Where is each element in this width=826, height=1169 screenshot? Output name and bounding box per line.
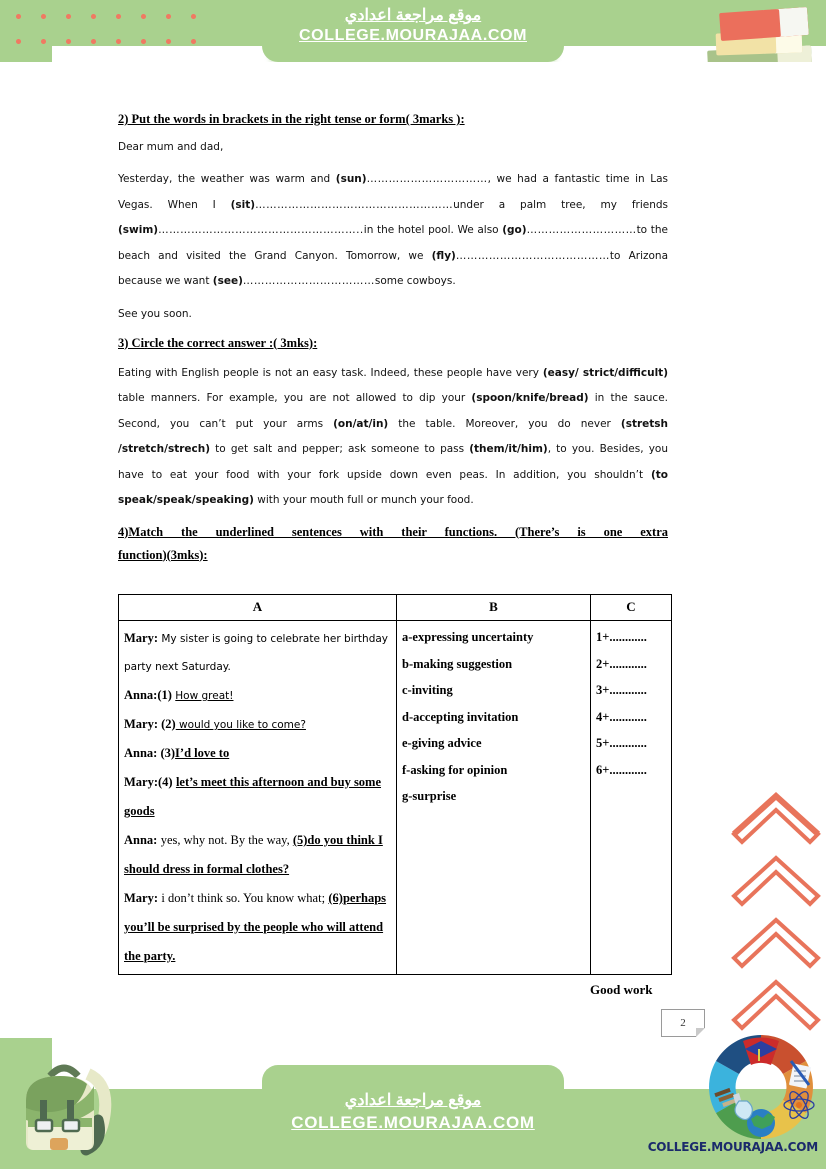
list-item: 1+............	[596, 630, 647, 644]
table-header-row	[119, 595, 672, 621]
header-branding	[262, 6, 564, 46]
list-item: b-making suggestion	[402, 656, 513, 671]
education-donut-logo	[702, 1028, 820, 1146]
footer-arabic-title: موقع مراجعة اعدادي	[344, 1092, 482, 1109]
answers-cell	[591, 621, 672, 975]
list-item: d-accepting invitation	[402, 709, 519, 724]
table-header-c: C	[591, 595, 672, 621]
exercise-2-salutation: Dear mum and dad,	[118, 141, 224, 153]
good-work-note: Good work	[590, 982, 653, 997]
chevron-up-icon	[730, 852, 822, 908]
list-item: g-surprise	[402, 789, 457, 803]
worksheet-page	[0, 62, 826, 1029]
chevron-decoration-group	[730, 790, 826, 1040]
page-number-box	[661, 1009, 705, 1037]
exercise-2-closing: See you soon.	[118, 307, 192, 320]
table-row	[119, 621, 672, 975]
matching-table	[118, 594, 672, 975]
chevron-up-icon	[730, 976, 822, 1032]
list-item: 6+............	[596, 762, 647, 777]
list-item: f-asking for opinion	[402, 762, 508, 777]
list-item: a-expressing uncertainty	[402, 630, 534, 644]
exercise-3-body: Eating with English people is not an easy task. Indeed, these people have very (easy/ strict/difficult) table manners. For example, you are not allowed to dip your (spoon/knife/bread) in the sauce. Second, you can’t put your arms (on/at/in) the table. Moreover, you do never (stretsh /stretch/strech) to get salt and pepper; ask someone to pass (them/it/him), to you. Besides, you have to eat your food with your fork upside down even peas. In addition, you shouldn’t (to speak/speak/speaking) with your mouth full or munch your food.	[118, 366, 669, 506]
list-item: e-giving advice	[402, 736, 482, 750]
exercise-3-heading: 3) Circle the correct answer :( 3mks):	[118, 335, 318, 350]
exercise-2-body: Yesterday, the weather was warm and (sun)……………………………, we had a fantastic time in Las Vegas. When I (sit)………………………………………………under a palm tree, my friends (swim)………………………………………………..in the hotel pool. We also (go)…………………………to the beach and visited the Grand Canyon. Tomorrow, we (fly)……………………………………to Arizona because we want (see)………………………………some cowboys.	[118, 173, 669, 287]
dialogue-cell: Mary: My sister is going to celebrate her birthday party next Saturday. Anna:(1) How great! Mary: (2) would you like to come? Anna: (3)I’d love to Mary:(4) let’s meet this afternoon and buy some goods Anna: yes, why not. By the way, (5)do you think I should dress in formal clothes? Mary: i don’t think so. You know what; (6)perhaps you’ll be surprised by the people who will attend the party.	[119, 621, 397, 975]
exercise-4-heading-line1: 4)Match the underlined sentences with their functions. (There’s is one extra	[118, 524, 668, 539]
table-header-b: B	[397, 595, 591, 621]
list-item: 4+............	[596, 709, 647, 724]
exercise-4-heading-line2: function)(3mks):	[118, 547, 208, 562]
header-arabic-title: موقع مراجعة اعدادي	[344, 7, 482, 24]
header-site-url: COLLEGE.MOURAJAA.COM	[299, 27, 527, 44]
functions-cell	[397, 621, 591, 975]
list-item: c-inviting	[402, 683, 453, 697]
footer-brand-mark: COLLEGE.MOURAJAA.COM	[647, 1140, 818, 1154]
backpack-icon	[10, 1048, 120, 1160]
list-item: 5+............	[596, 736, 647, 750]
table-header-a: A	[119, 595, 397, 621]
worksheet-content	[118, 110, 668, 573]
exercise-2-heading: 2) Put the words in brackets in the right tense or form( 3marks ):	[118, 112, 465, 126]
footer-branding	[262, 1090, 564, 1134]
list-item: 3+............	[596, 683, 647, 697]
list-item: 2+............	[596, 656, 647, 671]
chevron-up-icon	[730, 790, 822, 846]
chevron-up-icon	[730, 914, 822, 970]
footer-site-url: COLLEGE.MOURAJAA.COM	[291, 1113, 535, 1132]
page-number: 2	[680, 1017, 686, 1029]
